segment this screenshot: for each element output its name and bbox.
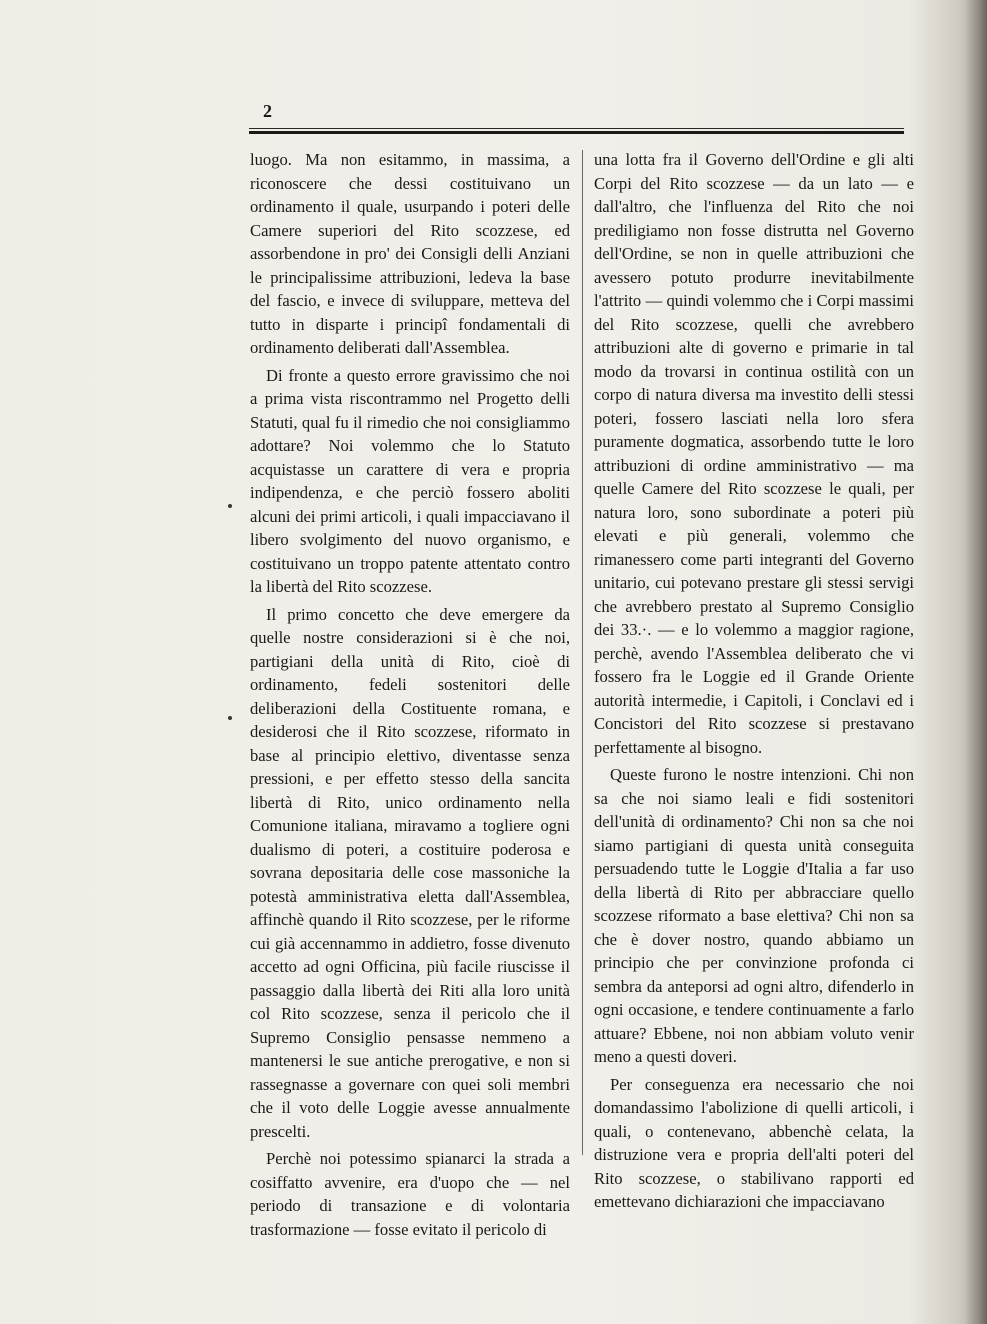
right-paragraph-3: Per conseguenza era necessario che noi domandassimo l'abolizione di quelli articoli, i quali, o contenevano, abbenchè celata, la distruzione vera e propria dell'alti poteri del Rito scozzese, o stabilivano rapporti ed emettevano dichiarazioni che impacciavano — [594, 1074, 914, 1211]
header-rule-thin — [249, 128, 904, 129]
margin-speck — [228, 716, 232, 720]
left-paragraph-1: luogo. Ma non esitammo, in massima, a riconoscere che dessi costituivano un ordinamento il quale, usurpando i poteri delle Camere superiori del Rito scozzese, ed assorbendone in pro' dei Consigli delli Anziani le principalissime attribuzioni, ledeva la base del fascio, e invece di sviluppare, metteva del tutto in disparte i principî fondamentali di ordinamento deliberati dall'Assemblea. — [250, 150, 570, 357]
right-paragraph-1: una lotta fra il Governo dell'Ordine e gli alti Corpi del Rito scozzese — da un lato — e dall'altro, che l'influenza del Rito che noi prediligiamo non fosse distrutta nel Governo dell'Ordine, se non in quelle attribuzioni che avessero potuto produrre inevitabilmente l'attrito — quindi volemmo che i Corpi massimi del Rito scozzese, quelli che avrebbero attribuzioni alte di governo e primarie in tal modo da trovarsi in continua ostilità con un corpo di natura diversa ma investito delli stessi poteri, fossero lasciati nella loro sfera puramente dogmatica, assorbendo tutte le loro attribuzioni di ordine amministrativo — ma quelle Camere del Rito scozzese le quali, per natura loro, sono subordinate a poteri più elevati e più generali, volemmo che rimanessero come parti integranti del Governo unitario, cui potevano prestare gli stessi servigi che avrebbero prestato al Supremo Consiglio dei 33.·. — e lo volemmo a maggior ragione, perchè, avendo l'Assemblea deliberato che vi fossero fra le Loggie ed il Grande Oriente autorità intermedie, i Capitoli, i Conclavi ed i Concistori del Rito scozzese si prestavano perfettamente al bisogno. — [594, 150, 914, 757]
left-paragraph-3: Il primo concetto che deve emergere da quelle nostre considerazioni si è che noi, partigiani della unità di Rito, cioè di ordinamento, fedeli sostenitori delle deliberazioni della Costituente romana, e desiderosi che il Rito scozzese, riformato in base al principio elettivo, diventasse senza pressioni, e per effetto stesso della sancita libertà di Rito, unico ordinamento nella Comunione italiana, miravamo a togliere ogni dualismo di poteri, a costituire poderosa e sovrana depositaria delle cose massoniche la potestà amministrativa eletta dall'Assemblea, affinchè quando il Rito scozzese, per le riforme cui già accennammo in addietro, fosse divenuto accetto ad ogni Officina, più facile riuscisse il passaggio dalla libertà dei Riti alla loro unità col Rito scozzese, senza il pericolo che il Supremo Consiglio pensasse nemmeno a mantenersi le sue antiche prerogative, e non si rassegnasse a governare con quei soli membri che il voto delle Loggie avesse annualmente prescelti. — [250, 604, 570, 1141]
right-paragraph-2: Queste furono le nostre intenzioni. Chi non sa che noi siamo leali e fidi sostenitori dell'unità di ordinamento? Chi non sa che noi siamo partigiani di questa unità conseguita persuadendo tutte le Loggie d'Italia a far uso della libertà di Rito per abbracciare quello scozzese riformato a base elettiva? Chi non sa che è dover nostro, quando abbiamo un principio che per convinzione profonda ci sembra da anteporsi ad ogni altro, difenderlo in ogni occasione, e tendere continuamente a farlo attuare? Ebbene, noi non abbiam voluto venir meno a questi doveri. — [594, 765, 914, 1066]
column-divider — [582, 150, 583, 1155]
margin-speck — [228, 504, 232, 508]
header-rule-thick — [249, 131, 904, 134]
page-edge-shadow — [965, 0, 987, 1324]
left-paragraph-4: Perchè noi potessimo spianarci la strada a cosiffatto avvenire, era d'uopo che — nel periodo di transazione e di volontaria trasformazione — fosse evitato il pericolo di — [250, 1149, 570, 1239]
left-paragraph-2: Di fronte a questo errore gravissimo che noi a prima vista riscontrammo nel Progetto delli Statuti, qual fu il rimedio che noi consigliammo adottare? Noi volemmo che lo Statuto acquistasse un carattere di vera e propria indipendenza, e che perciò fossero aboliti alcuni dei primi articoli, i quali impacciavano il libero svolgimento del nuovo organismo, e costituivano un troppo patente attentato contro la libertà del Rito scozzese. — [250, 365, 570, 596]
right-column — [594, 148, 914, 1214]
left-column — [250, 148, 570, 1241]
page-number: 2 — [263, 101, 272, 121]
